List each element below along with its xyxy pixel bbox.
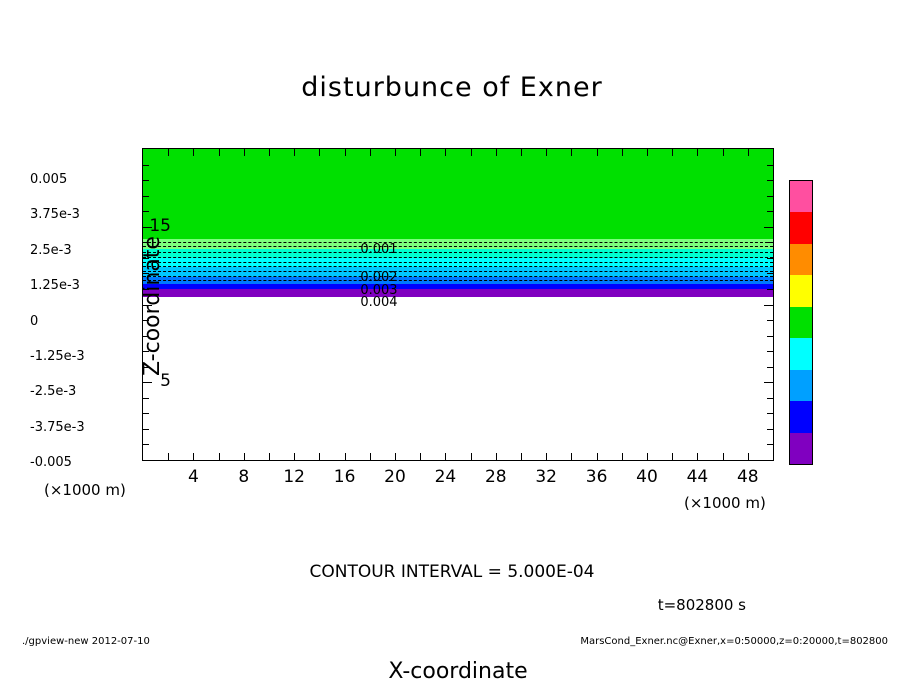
footer-left: ./gpview-new 2012-07-10 (22, 636, 150, 647)
contour-band (143, 289, 773, 297)
x-tick (319, 453, 320, 460)
x-tick (219, 453, 220, 460)
x-tick (571, 453, 572, 460)
colorbar-segment (790, 181, 812, 212)
x-tick (420, 149, 421, 156)
contour-label: 0.004 (360, 295, 398, 311)
y-tick (143, 444, 149, 445)
x-tick (672, 149, 673, 156)
contour-line (143, 266, 773, 267)
x-tick (269, 453, 270, 460)
x-tick (219, 149, 220, 156)
x-tick (571, 149, 572, 156)
x-tick (622, 453, 623, 460)
x-tick (193, 149, 194, 156)
colorbar-segment (790, 275, 812, 306)
colorbar-segment (790, 212, 812, 243)
colorbar-tick-label: 1.25e-3 (30, 278, 80, 294)
time-label: t=802800 s (657, 596, 746, 614)
x-tick (445, 453, 446, 460)
x-tick-label: 24 (434, 467, 457, 487)
y-axis-title: Z-coordinate (140, 236, 165, 376)
chart-title: disturbunce of Exner (301, 72, 603, 103)
contour-line (143, 280, 773, 281)
y-tick (767, 429, 773, 430)
colorbar-tick-label: -3.75e-3 (30, 419, 85, 435)
y-tick-label: 5 (160, 371, 171, 392)
x-tick (370, 453, 371, 460)
x-tick (748, 453, 749, 460)
x-tick (395, 149, 396, 156)
x-tick (622, 149, 623, 156)
x-tick-label: 44 (686, 467, 709, 487)
x-tick (672, 453, 673, 460)
contour-line (143, 276, 773, 277)
x-tick (697, 149, 698, 156)
x-tick (496, 453, 497, 460)
x-tick (420, 453, 421, 460)
y-axis-units: (×1000 m) (44, 481, 126, 499)
x-tick (773, 453, 774, 460)
x-tick-label: 4 (187, 467, 199, 487)
x-tick (647, 149, 648, 156)
x-tick (597, 453, 598, 460)
y-tick (143, 398, 149, 399)
x-tick (395, 453, 396, 460)
y-tick (767, 367, 773, 368)
colorbar-segment (790, 401, 812, 432)
x-tick (269, 149, 270, 156)
x-tick (697, 453, 698, 460)
y-tick (767, 398, 773, 399)
y-tick-label: 15 (149, 215, 171, 236)
colorbar-tick-label: 2.5e-3 (30, 242, 72, 258)
x-tick (546, 453, 547, 460)
x-tick-label: 36 (585, 467, 608, 487)
x-tick (496, 149, 497, 156)
contour-line (143, 262, 773, 263)
contour-label: 0.002 (360, 270, 398, 286)
y-tick (764, 227, 773, 228)
x-tick (168, 149, 169, 156)
contour-label: 0.003 (360, 283, 398, 299)
y-tick (767, 165, 773, 166)
y-tick (767, 273, 773, 274)
x-tick-label: 48 (736, 467, 759, 487)
y-tick (764, 305, 773, 306)
x-tick-label: 20 (384, 467, 406, 487)
x-tick (773, 149, 774, 156)
x-tick (471, 149, 472, 156)
x-tick (193, 453, 194, 460)
y-tick (767, 180, 773, 181)
contour-line (143, 271, 773, 272)
x-tick-label: 12 (283, 467, 305, 487)
y-tick (767, 258, 773, 259)
x-tick (521, 149, 522, 156)
y-tick (767, 211, 773, 212)
y-tick (767, 196, 773, 197)
colorbar-segment (790, 370, 812, 401)
y-tick (767, 336, 773, 337)
colorbar-tick-label: -2.5e-3 (30, 384, 77, 400)
x-axis-units: (×1000 m) (684, 494, 766, 512)
contour-line (143, 252, 773, 253)
colorbar-segment (790, 433, 812, 464)
x-tick (294, 149, 295, 156)
footer-right: MarsCond_Exner.nc@Exner,x=0:50000,z=0:20000,t=802800 (580, 636, 888, 647)
y-tick (764, 382, 773, 383)
x-tick (546, 149, 547, 156)
colorbar-tick-label: -0.005 (30, 455, 72, 470)
y-tick (143, 211, 149, 212)
contour-field (143, 149, 773, 297)
x-tick (345, 149, 346, 156)
x-tick-label: 16 (333, 467, 356, 487)
x-tick (370, 149, 371, 156)
y-tick (767, 289, 773, 290)
x-tick (294, 453, 295, 460)
contour-line (143, 246, 773, 247)
y-tick (143, 180, 149, 181)
x-tick (345, 453, 346, 460)
x-tick (748, 149, 749, 156)
x-tick (723, 149, 724, 156)
y-tick (767, 413, 773, 414)
y-tick (143, 196, 149, 197)
x-tick (244, 453, 245, 460)
colorbar-tick-label: -1.25e-3 (30, 348, 85, 364)
x-tick (647, 453, 648, 460)
contour-label: 0.001 (360, 242, 398, 258)
x-tick-label: 32 (535, 467, 557, 487)
colorbar-segment (790, 338, 812, 369)
x-tick (445, 149, 446, 156)
x-tick (168, 453, 169, 460)
x-tick-label: 8 (238, 467, 250, 487)
contour-band (143, 149, 773, 239)
y-tick (767, 351, 773, 352)
x-tick (244, 149, 245, 156)
contour-interval-caption: CONTOUR INTERVAL = 5.000E-04 (309, 562, 595, 582)
x-tick-label: 28 (484, 467, 507, 487)
x-tick (471, 453, 472, 460)
x-tick (319, 149, 320, 156)
y-tick (143, 429, 149, 430)
colorbar-tick-label: 0.005 (30, 172, 68, 187)
colorbar-tick-label: 3.75e-3 (30, 207, 80, 223)
y-tick (143, 165, 149, 166)
x-tick-label: 40 (636, 467, 658, 487)
contour-line (143, 242, 773, 243)
y-tick (767, 242, 773, 243)
x-tick (723, 453, 724, 460)
x-tick (597, 149, 598, 156)
x-tick (521, 453, 522, 460)
y-tick (767, 320, 773, 321)
colorbar (789, 180, 813, 465)
x-axis-title: X-coordinate (388, 659, 528, 684)
y-tick (767, 444, 773, 445)
colorbar-segment (790, 307, 812, 338)
colorbar-segment (790, 244, 812, 275)
y-tick (143, 413, 149, 414)
colorbar-tick-label: 0 (30, 313, 39, 329)
contour-line (143, 257, 773, 258)
